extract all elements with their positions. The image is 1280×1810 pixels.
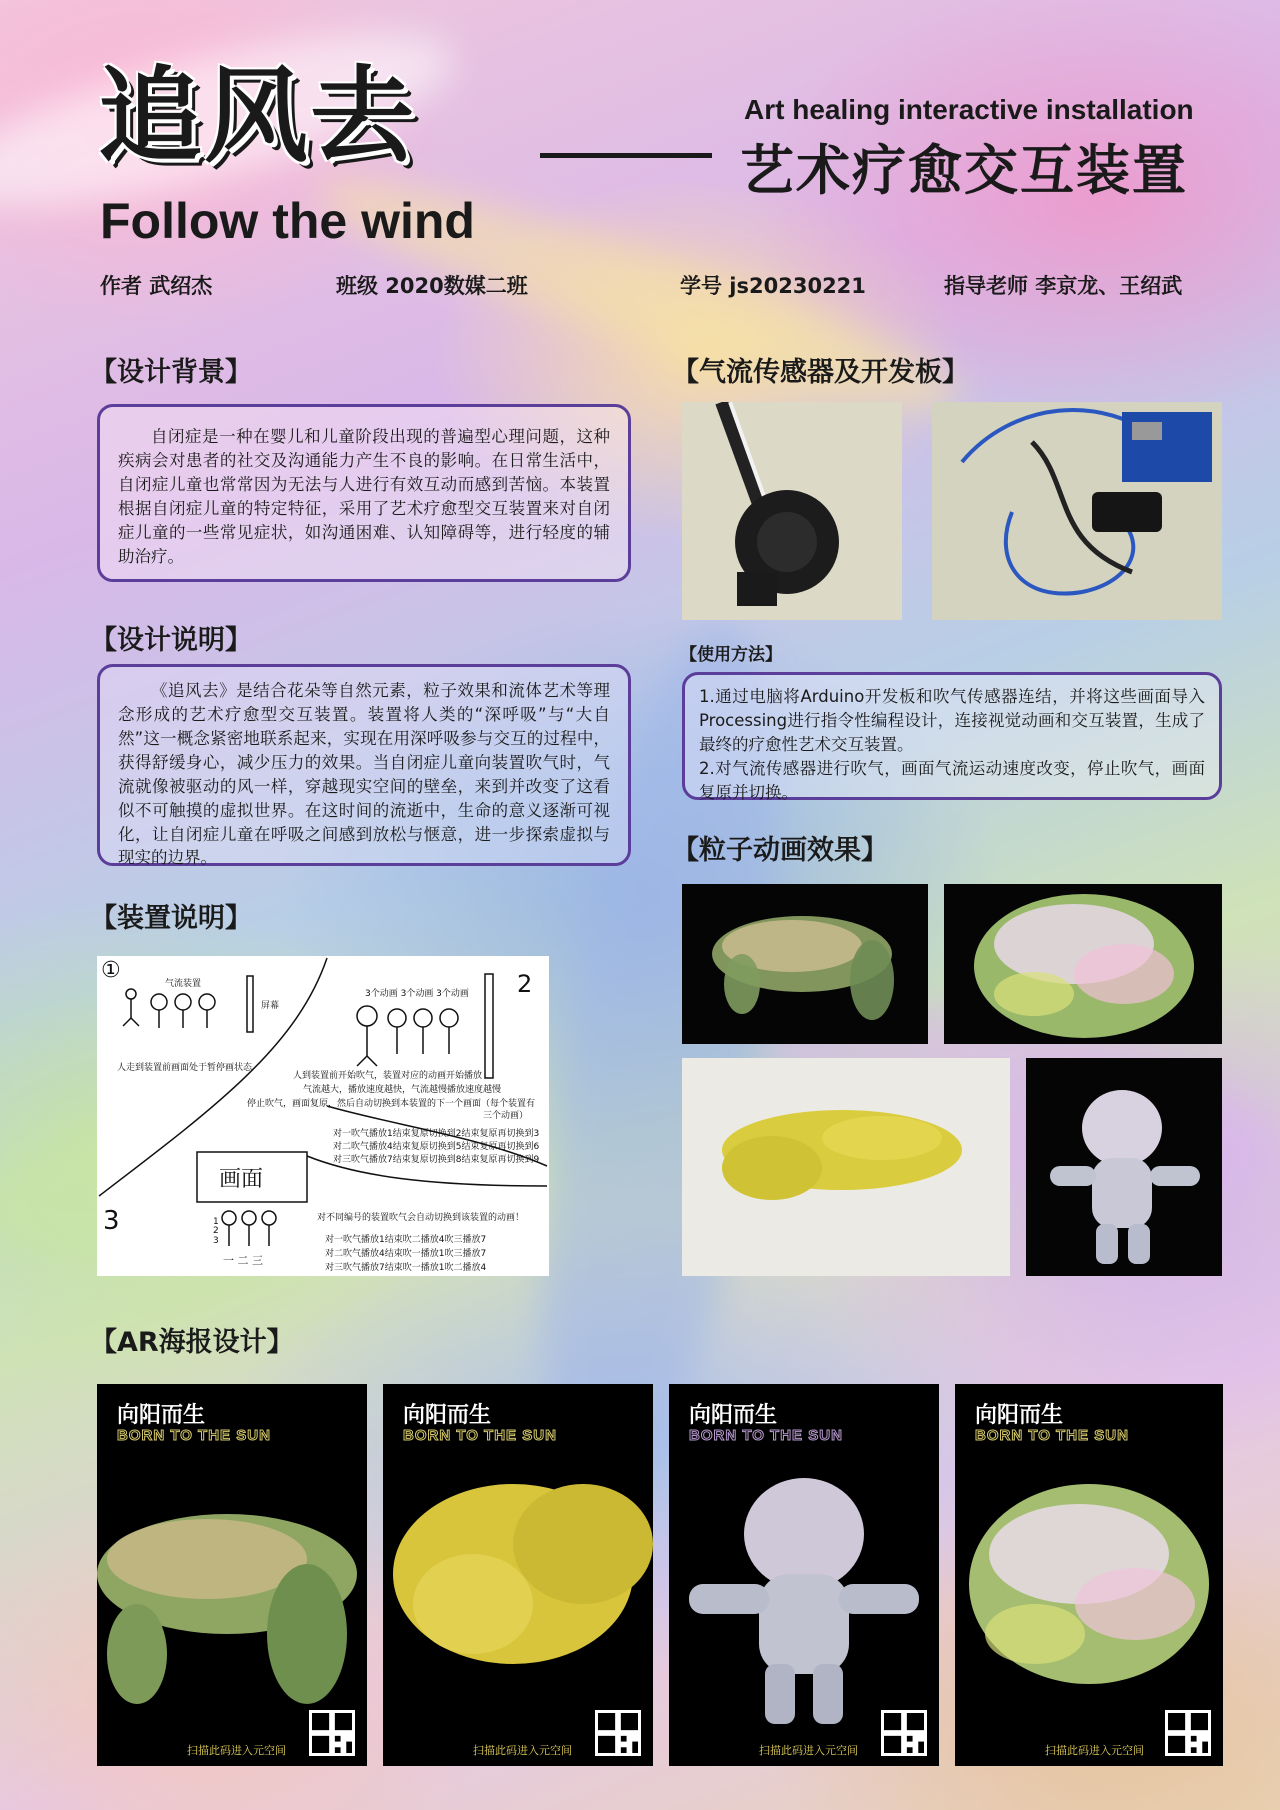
- heading-particles: 【粒子动画效果】: [672, 835, 888, 866]
- particle-image-bear: [682, 884, 928, 1044]
- qr-code-icon[interactable]: [309, 1710, 355, 1756]
- advisor: 指导老师 李京龙、王绍武: [944, 274, 1183, 298]
- ar-poster-scan-text: 扫描此码进入元空间: [187, 1744, 286, 1757]
- qr-code-icon[interactable]: [881, 1710, 927, 1756]
- ar-poster-title: 向阳而生: [689, 1403, 778, 1428]
- class-info: 班级 2020数媒二班: [336, 274, 528, 298]
- heading-ar: 【AR海报设计】: [90, 1327, 294, 1358]
- sketch-rule3: 对三吹气播放7结束复原切换到8结束复原再切换到9: [333, 1155, 540, 1165]
- ar-poster-4: [955, 1384, 1223, 1766]
- sketch-rule2: 对二吹气播放4结束复原切换到5结束复原再切换到6: [333, 1142, 540, 1152]
- qr-code-icon[interactable]: [1165, 1710, 1211, 1756]
- sketch-ex2: 对二吹气播放4结束吹一播放1吹三播放7: [325, 1249, 487, 1259]
- usage-text-box: [682, 672, 1222, 800]
- ar-poster-2: [383, 1384, 653, 1766]
- main-title-en: Follow the wind: [100, 193, 475, 249]
- sketch-device-label: 气流装置: [165, 979, 202, 989]
- sketch-num-3: 3: [103, 1206, 120, 1236]
- ar-poster-scan-text: 扫描此码进入元空间: [759, 1744, 858, 1757]
- subtitle-cn: 艺术疗愈交互装置: [740, 139, 1188, 202]
- particle-yellow-svg: [682, 1058, 1010, 1276]
- sensor-image: [682, 402, 902, 620]
- sketch-labels-top: 3个动画 3个动画 3个动画: [365, 989, 469, 999]
- particle-bear-svg: [682, 884, 928, 1044]
- author: 作者 武绍杰: [100, 274, 213, 298]
- sketch-step2d: 三个动画）: [483, 1111, 529, 1121]
- sketch-ex1: 对一吹气播放1结束吹二播放4吹三播放7: [325, 1235, 487, 1245]
- board-image: [932, 402, 1222, 620]
- student-id: 学号 js20230221: [680, 274, 866, 298]
- sketch-ex3: 对三吹气播放7结束吹一播放1吹二播放4: [325, 1263, 487, 1273]
- ar-poster-subtitle: BORN TO THE SUN: [403, 1427, 557, 1444]
- ar-poster-title: 向阳而生: [403, 1403, 492, 1428]
- sketch-nums-row: 一 二 三: [223, 1254, 263, 1267]
- ar-poster-scan-text: 扫描此码进入元空间: [473, 1744, 572, 1757]
- qr-code-icon[interactable]: [595, 1710, 641, 1756]
- sensor-photo: [682, 402, 902, 620]
- sketch-rule1: 对一吹气播放1结束复原切换到2结束复原再切换到3: [333, 1129, 540, 1139]
- sketch-step2b: 气流越大，播放速度越快，气流越慢播放速度越慢: [303, 1085, 502, 1095]
- usage-step-1: 1.通过电脑将Arduino开发板和吹气传感器连结，并将这些画面导入Processing进行指令性编程设计，连接视觉动画和交互装置，生成了最终的疗愈性艺术交互装置。: [699, 687, 1205, 754]
- heading-usage: 【使用方法】: [680, 645, 782, 665]
- particle-flower-svg: [944, 884, 1222, 1044]
- ar-poster-3: [669, 1384, 939, 1766]
- main-title-cn: 追风去: [98, 55, 417, 177]
- description-text-box: 《追风去》是结合花朵等自然元素，粒子效果和流体艺术等理念形成的艺术疗愈型交互装置。装置将人类的“深呼吸”与“大自然”这一概念紧密地联系起来，实现在用深呼吸参与交互的过程中，获得舒缓身心，减少压力的效果。当自闭症儿童向装置吹气时，气流就像被驱动的风一样，穿越现实空间的壁垒，来到并改变了这看似不可触摸的虚拟世界。在这时间的流逝中，生命的意义逐渐可视化，让自闭症儿童在呼吸之间感到放松与惬意，进一步探索虚拟与现实的边界。: [97, 664, 631, 866]
- heading-background: 【设计背景】: [90, 357, 252, 388]
- background-text-box: 自闭症是一种在婴儿和儿童阶段出现的普遍型心理问题，这种疾病会对患者的社交及沟通能力产生不良的影响。在日常生活中，自闭症儿童也常常因为无法与人进行有效互动而感到苦恼。本装置根据自闭症儿童的特定特征，采用了艺术疗愈型交互装置来对自闭症儿童的一些常见症状，如沟通困难、认知障碍等，进行轻度的辅助治疗。: [97, 404, 631, 582]
- heading-device: 【装置说明】: [90, 903, 252, 934]
- sketch-drawing: [97, 956, 549, 1276]
- sketch-screen-label: 屏幕: [261, 1001, 280, 1011]
- board-photo: [932, 402, 1222, 620]
- ar-poster-title: 向阳而生: [117, 1403, 206, 1428]
- sketch-num-2: 2: [517, 970, 533, 998]
- particle-image-figure: [1026, 1058, 1222, 1276]
- ar-poster-subtitle: BORN TO THE SUN: [975, 1427, 1129, 1444]
- sketch-screen-box: 画面: [219, 1167, 264, 1192]
- particle-figure-svg: [1026, 1058, 1222, 1276]
- heading-sensor: 【气流传感器及开发板】: [672, 357, 969, 388]
- ar-poster-scan-text: 扫描此码进入元空间: [1045, 1744, 1144, 1757]
- sketch-nums-col: 1 2 3: [213, 1217, 219, 1246]
- particle-image-yellow: [682, 1058, 1010, 1276]
- usage-step-2: 2.对气流传感器进行吹气，画面气流运动速度改变，停止吹气，画面复原并切换。: [699, 758, 1205, 802]
- sketch-auto-switch: 对不同编号的装置吹气会自动切换到该装置的动画！: [317, 1213, 525, 1223]
- sketch-step2c: 停止吹气，画面复原，然后自动切换到本装置的下一个画面（每个装置有: [247, 1099, 536, 1109]
- sketch-step2a: 人到装置前开始吹气，装置对应的动画开始播放: [293, 1071, 483, 1081]
- device-sketch: [97, 956, 549, 1276]
- ar-poster-subtitle: BORN TO THE SUN: [117, 1427, 271, 1444]
- sketch-step1: 人走到装置前画面处于暂停画状态: [117, 1063, 253, 1073]
- ar-poster-subtitle: BORN TO THE SUN: [689, 1427, 843, 1444]
- particle-image-flower: [944, 884, 1222, 1044]
- ar-poster-title: 向阳而生: [975, 1403, 1064, 1428]
- heading-description: 【设计说明】: [90, 625, 252, 656]
- subtitle-en: Art healing interactive installation: [744, 94, 1194, 125]
- ar-poster-1: [97, 1384, 367, 1766]
- title-dash: [540, 153, 712, 158]
- sketch-num-1: ①: [101, 958, 121, 983]
